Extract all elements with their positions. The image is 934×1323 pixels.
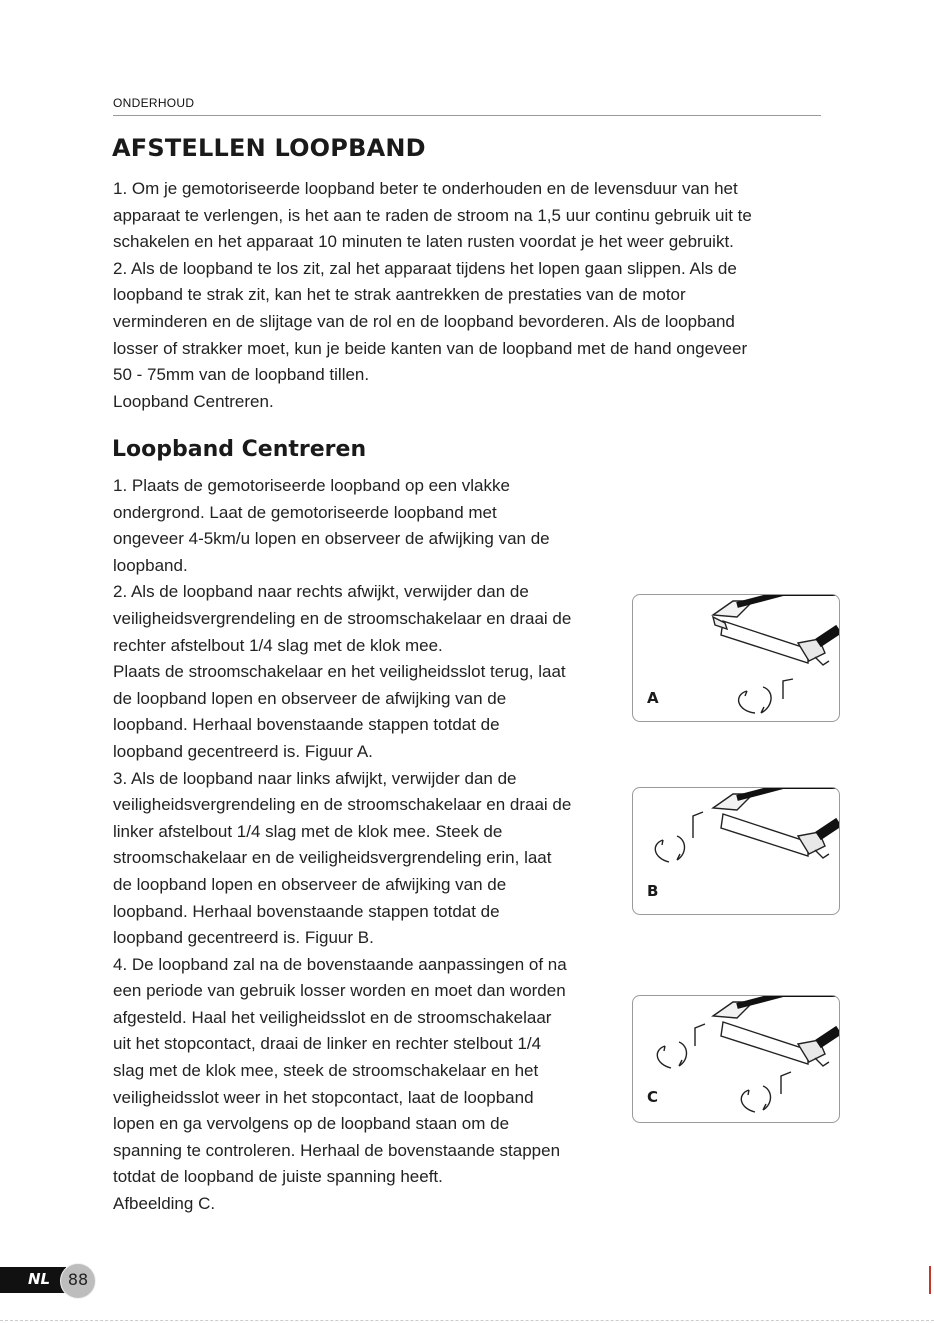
figure-a-label: A (647, 689, 659, 707)
figure-c-label: C (647, 1088, 659, 1106)
footer-language: NL (28, 1270, 51, 1288)
centering-line: 1. Plaats de gemotoriseerde loopband op een vlakke (113, 476, 510, 495)
intro-text (113, 176, 833, 415)
intro-line: 2. Als de loopband te los zit, zal het apparaat tijdens het lopen gaan slippen. Als de (113, 258, 737, 278)
centering-line: afgesteld. Haal het veiligheidsslot en de stroomschakelaar (113, 1007, 552, 1027)
centering-line: een periode van gebruik losser worden en moet dan worden (113, 981, 566, 1001)
figure-b (632, 787, 840, 915)
intro-line: verminderen en de slijtage van de rol en de loopband bevorderen. Als de loopband (113, 311, 735, 331)
page-number: 88 (67, 1270, 89, 1289)
centering-line: 3. Als de loopband naar links afwijkt, verwijder dan de (113, 768, 517, 788)
treadmill-roller-illustration-b (633, 788, 839, 914)
centering-line: ondergrond. Laat de gemotoriseerde loopband met (113, 502, 497, 522)
centering-text (113, 473, 623, 1218)
centering-line: veiligheidsvergrendeling en de stroomschakelaar en draai de (113, 608, 572, 628)
intro-line: 1. Om je gemotoriseerde loopband beter te onderhouden en de levensduur van het (113, 179, 738, 198)
centering-line: loopband. (113, 555, 188, 575)
centering-line: uit het stopcontact, draai de linker en rechter stelbout 1/4 (113, 1034, 542, 1054)
section-label: ONDERHOUD (113, 96, 195, 110)
centering-line: loopband gecentreerd is. Figuur B. (113, 928, 374, 948)
figure-a (632, 594, 840, 722)
centering-line: veiligheidsvergrendeling en de stroomschakelaar en draai de (113, 795, 572, 815)
centering-line: 4. De loopband zal na de bovenstaande aanpassingen of na (113, 954, 567, 974)
centering-line: lopen en ga vervolgens op de loopband staan om de (113, 1114, 510, 1134)
intro-line: apparaat te verlengen, is het aan te raden de stroom na 1,5 uur continu gebruik uit te (113, 205, 752, 225)
bottom-cut-line (0, 1320, 934, 1321)
intro-line: schakelen en het apparaat 10 minuten te laten rusten voordat je het weer gebruikt. (113, 232, 734, 252)
intro-line: Loopband Centreren. (113, 391, 274, 411)
header-rule (113, 115, 821, 116)
centering-line: Afbeelding C. (113, 1194, 216, 1214)
centering-line: loopband. Herhaal bovenstaande stappen totdat de (113, 901, 500, 921)
centering-line: slag met de klok mee, steek de stroomschakelaar en het (113, 1061, 539, 1081)
edge-marker (929, 1266, 931, 1294)
intro-line: loopband te strak zit, kan het te strak aantrekken de prestaties van de motor (113, 285, 686, 305)
page-title: AFSTELLEN LOOPBAND (112, 134, 426, 162)
centering-line: loopband gecentreerd is. Figuur A. (113, 741, 373, 761)
section-subtitle: Loopband Centreren (112, 437, 367, 462)
intro-line: losser of strakker moet, kun je beide kanten van de loopband met de hand ongeveer (113, 338, 748, 358)
figure-b-label: B (647, 882, 659, 900)
centering-line: stroomschakelaar en de veiligheidsvergrendeling erin, laat (113, 848, 552, 868)
centering-line: totdat de loopband de juiste spanning heeft. (113, 1167, 443, 1187)
centering-line: Plaats de stroomschakelaar en het veiligheidsslot terug, laat (113, 662, 566, 682)
centering-line: 2. Als de loopband naar rechts afwijkt, verwijder dan de (113, 582, 529, 602)
treadmill-roller-illustration-c (633, 996, 839, 1122)
treadmill-roller-illustration-a (633, 595, 839, 721)
centering-line: loopband. Herhaal bovenstaande stappen totdat de (113, 715, 500, 735)
centering-line: de loopband lopen en observeer de afwijking van de (113, 874, 507, 894)
figure-c (632, 995, 840, 1123)
centering-line: ongeveer 4-5km/u lopen en observeer de afwijking van de (113, 529, 550, 549)
centering-line: veiligheidsslot weer in het stopcontact, laat de loopband (113, 1087, 534, 1107)
centering-line: spanning te controleren. Herhaal de bovenstaande stappen (113, 1140, 561, 1160)
intro-line: 50 - 75mm van de loopband tillen. (113, 365, 370, 385)
centering-line: linker afstelbout 1/4 slag met de klok mee. Steek de (113, 821, 503, 841)
centering-line: rechter afstelbout 1/4 slag met de klok mee. (113, 635, 443, 655)
centering-line: de loopband lopen en observeer de afwijking van de (113, 688, 507, 708)
